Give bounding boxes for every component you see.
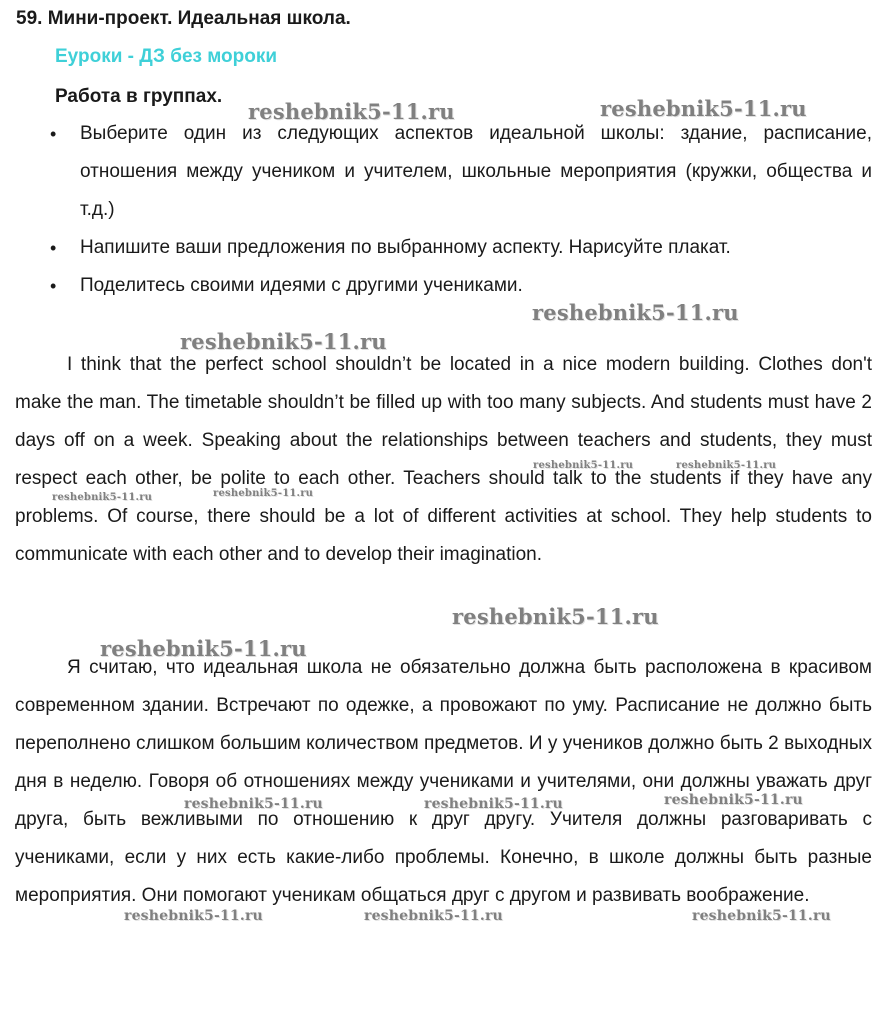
watermark: reshebnik5-11.ru — [180, 329, 387, 354]
task-item: • Выберите один из следующих аспектов идеальной школы: здание, расписание, отношения между учеником и учителем, школьные мероприятия (кружки, общества и т.д.) — [80, 115, 872, 229]
watermark: reshebnik5-11.ru — [533, 460, 634, 471]
task-list — [80, 115, 872, 305]
brand-link[interactable]: Еуроки - ДЗ без мороки — [55, 46, 278, 67]
watermark: reshebnik5-11.ru — [600, 96, 807, 121]
task-item: • Напишите ваши предложения по выбранному аспекту. Нарисуйте плакат. — [80, 229, 872, 267]
answer-russian: Я считаю, что идеальная школа не обязательно должна быть расположена в красивом современном здании. Встречают по одежке, а провожают по уму. Расписание не должно быть переполнено слишком большим количеством предметов. И у учеников должно быть 2 выходных дня в неделю. Говоря об отношениях между учениками и учителями, они должны уважать друг друга, быть вежливыми по отношению к друг другу. Учителя должны разговаривать с учениками, если у них есть какие-либо проблемы. Конечно, в школе должны быть разные мероприятия. Они помогают ученикам общаться друг с другом и развивать воображение. — [15, 657, 872, 906]
watermark: reshebnik5-11.ru — [452, 604, 659, 629]
watermark: reshebnik5-11.ru — [213, 488, 314, 499]
watermark: reshebnik5-11.ru — [364, 908, 503, 924]
watermark: reshebnik5-11.ru — [100, 636, 307, 661]
watermark: reshebnik5-11.ru — [532, 300, 739, 325]
watermark: reshebnik5-11.ru — [248, 99, 455, 124]
exercise-title: 59. Мини-проект. Идеальная школа. — [16, 8, 351, 29]
watermark: reshebnik5-11.ru — [692, 908, 831, 924]
watermark: reshebnik5-11.ru — [424, 796, 563, 812]
watermark: reshebnik5-11.ru — [124, 908, 263, 924]
watermark: reshebnik5-11.ru — [52, 492, 153, 503]
task-subtitle: Работа в группах. — [55, 86, 223, 107]
task-item: • Поделитесь своими идеями с другими учениками. — [80, 267, 872, 305]
watermark: reshebnik5-11.ru — [184, 796, 323, 812]
answer-english: I think that the perfect school shouldn’t be located in a nice modern building. Clothes don't make the man. The timetable shouldn’t be filled up with too many subjects. And students must have 2 days off on a week. Speaking about the relationships between teachers and students, they must respect each other, be polite to each other. Teachers should talk to the students if they have any problems. Of course, there should be a lot of different activities at school. They help students to communicate with each other and to develop their imagination. — [15, 354, 872, 565]
watermark: reshebnik5-11.ru — [676, 460, 777, 471]
watermark: reshebnik5-11.ru — [664, 792, 803, 808]
